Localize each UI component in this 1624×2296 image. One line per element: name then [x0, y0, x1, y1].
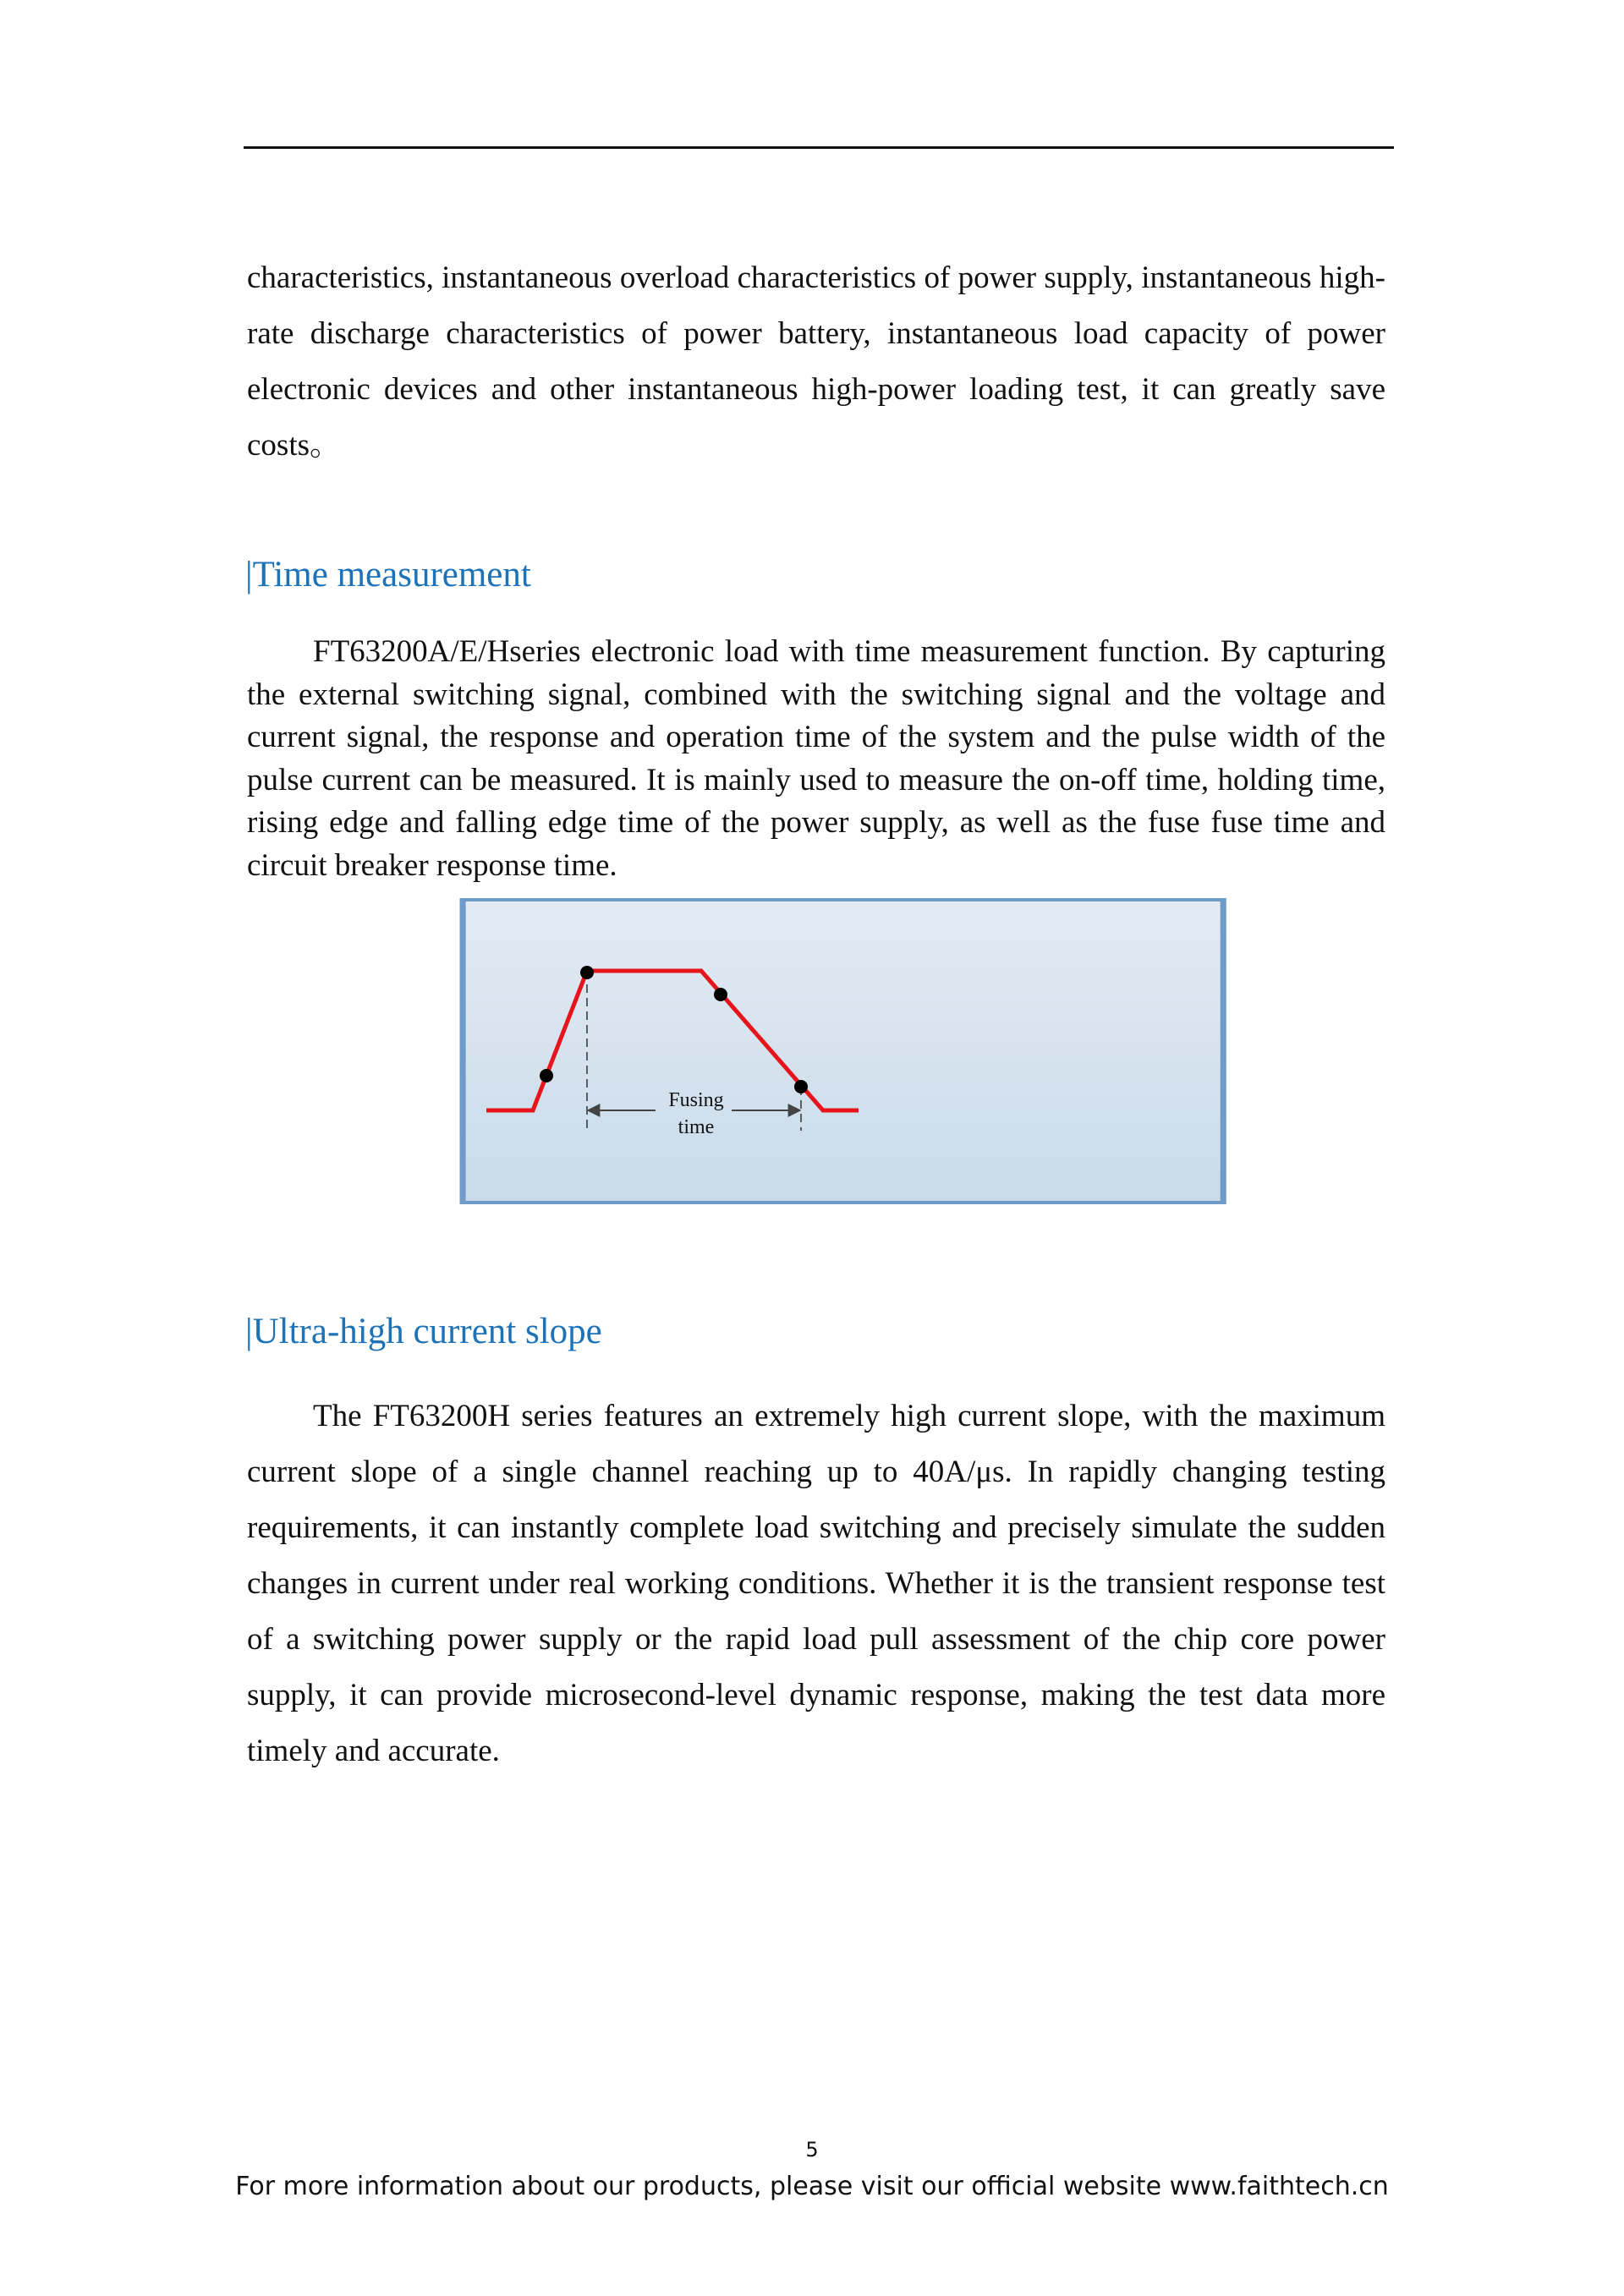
section-heading-time-measurement: |Time measurement — [245, 555, 531, 595]
point-rise — [540, 1069, 553, 1082]
header-rule — [244, 146, 1394, 149]
point-peak — [580, 966, 594, 979]
section-heading-current-slope: |Ultra-high current slope — [245, 1312, 602, 1351]
time-measurement-paragraph: FT63200A/E/Hseries electronic load with time measurement function. By capturing the external switching signal, combined with the switching signal and the voltage and current signal, the response and operation time of the system and the pulse width of the pulse current can be measured. It is mainly used to measure the on-off time, holding time, rising edge and falling edge time of the power supply, as well as the fuse fuse time and circuit breaker response time. — [247, 634, 1385, 883]
page-number: 5 — [805, 2138, 819, 2162]
footer-text: For more information about our products, please visit our official website www.faithtech.cn — [235, 2172, 1389, 2201]
point-fall-start — [714, 988, 727, 1001]
time-label: time — [678, 1116, 715, 1138]
fusing-time-diagram — [457, 896, 1235, 1226]
fusing-label: Fusing — [668, 1089, 724, 1111]
intro-paragraph: characteristics, instantaneous overload characteristics of power supply, instantaneous high-rate discharge characteristics of power battery, instantaneous load capacity of power electronic devices and other instantaneous high-power loading test, it can greatly save costs。 — [247, 260, 1385, 463]
current-slope-paragraph: The FT63200H series features an extremely high current slope, with the maximum current slope of a single channel reaching up to 40A/μs. In rapidly changing testing requirements, it can instantly complete load switching and precisely simulate the sudden changes in current under real working conditions. Whether it is the transient response test of a switching power supply or the rapid load pull assessment of the chip core power supply, it can provide microsecond-level dynamic response, making the test data more timely and accurate. — [247, 1399, 1385, 1768]
point-fall-end — [794, 1080, 808, 1093]
